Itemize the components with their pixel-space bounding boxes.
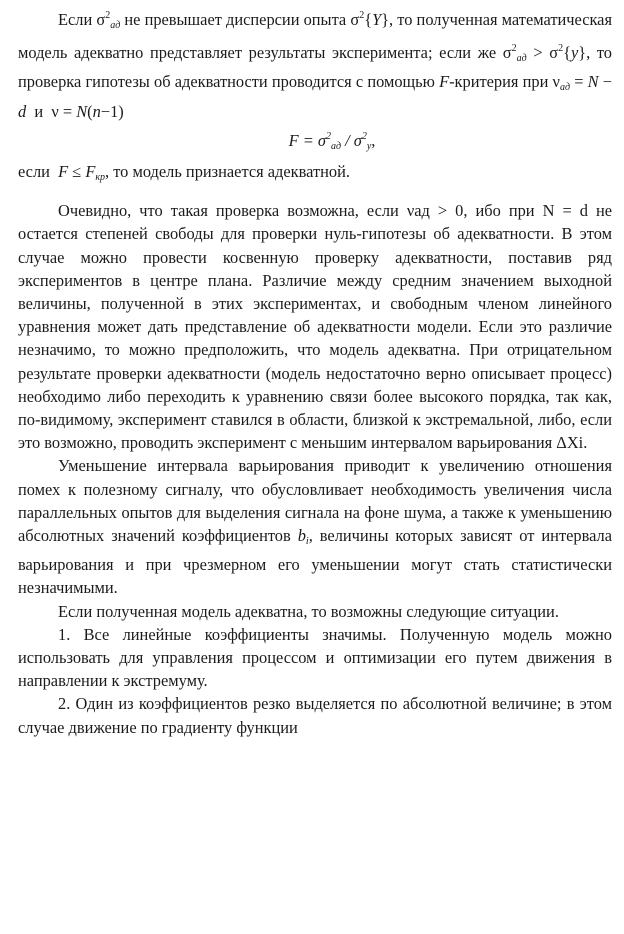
list-item-2: 2. Один из коэффициентов резко выделяется по абсолютной величине; в этом случае движение по градиенту функции xyxy=(18,694,612,737)
list-item-1: 1. Все линейные коэффициенты значимы. Полученную модель можно использовать для управления процессом и оптимизации его путем движения в направлении к экстремуму. xyxy=(18,624,612,691)
formula-f-criterion: $F = \sigma^2_{ад} / \sigma^2_y$, xyxy=(288,130,376,152)
paragraph-situations-intro: Если полученная модель адекватна, то возможны следующие ситуации. xyxy=(58,601,559,621)
paragraph-indirect-check: Очевидно, что такая проверка возможна, если νад > 0, ибо при N = d не остается степеней свободы для проверки нуль-гипотезы об адекватности. В этом случае можно провести косвенную проверку адекватности, поставив ряд экспериментов в центре плана. Различие между средним значением выходной величины, полученной в этих экспериментах, и свободным членом линейного уравнения может дать представление об адекватности модели. Если это различие незначимо, то можно предположить, что модель адекватна. При отрицательном результате проверки адекватности (модель недостаточно верно описывает процесс) необходимо либо переходить к уравнению связи более высокого порядка, так как, по-видимому, эксперимент ставился в области, близкой к экстремальной, либо, если это возможно, проводить эксперимент с меньшим интервалом варьирования ΔXi. xyxy=(18,201,612,453)
paragraph-interval-reduction: Уменьшение интервала варьирования приводит к увеличению отношения помех к полезному сигналу, что обусловливает необходимость увеличения числа параллельных опытов для выделения сигнала на фоне шума, а также к уменьшению абсолютных значений коэффициентов $b_i$, величины которых зависят от интервала варьирования и при чрезмерном его уменьшении могут стать статистически незначимыми. xyxy=(18,456,612,598)
spacer xyxy=(18,189,612,199)
paragraph-criterion-result: если $F \le F_{кр}$, то модель признается адекватной. xyxy=(18,162,350,184)
paragraph-adequacy-condition: Если $\sigma^2_{ад}$ не превышает дисперсии опыта $\sigma^2\{Y\}$, то полученная математическая модель адекватно представляет результаты эксперимента; если же $\sigma^2_{ад} > \sigma^2\{y\}$, то проверка гипотезы об адекватности проводится с помощью F-критерия при $\nu_{ад} = N - d$ и ν = N(n−1) xyxy=(18,10,613,121)
